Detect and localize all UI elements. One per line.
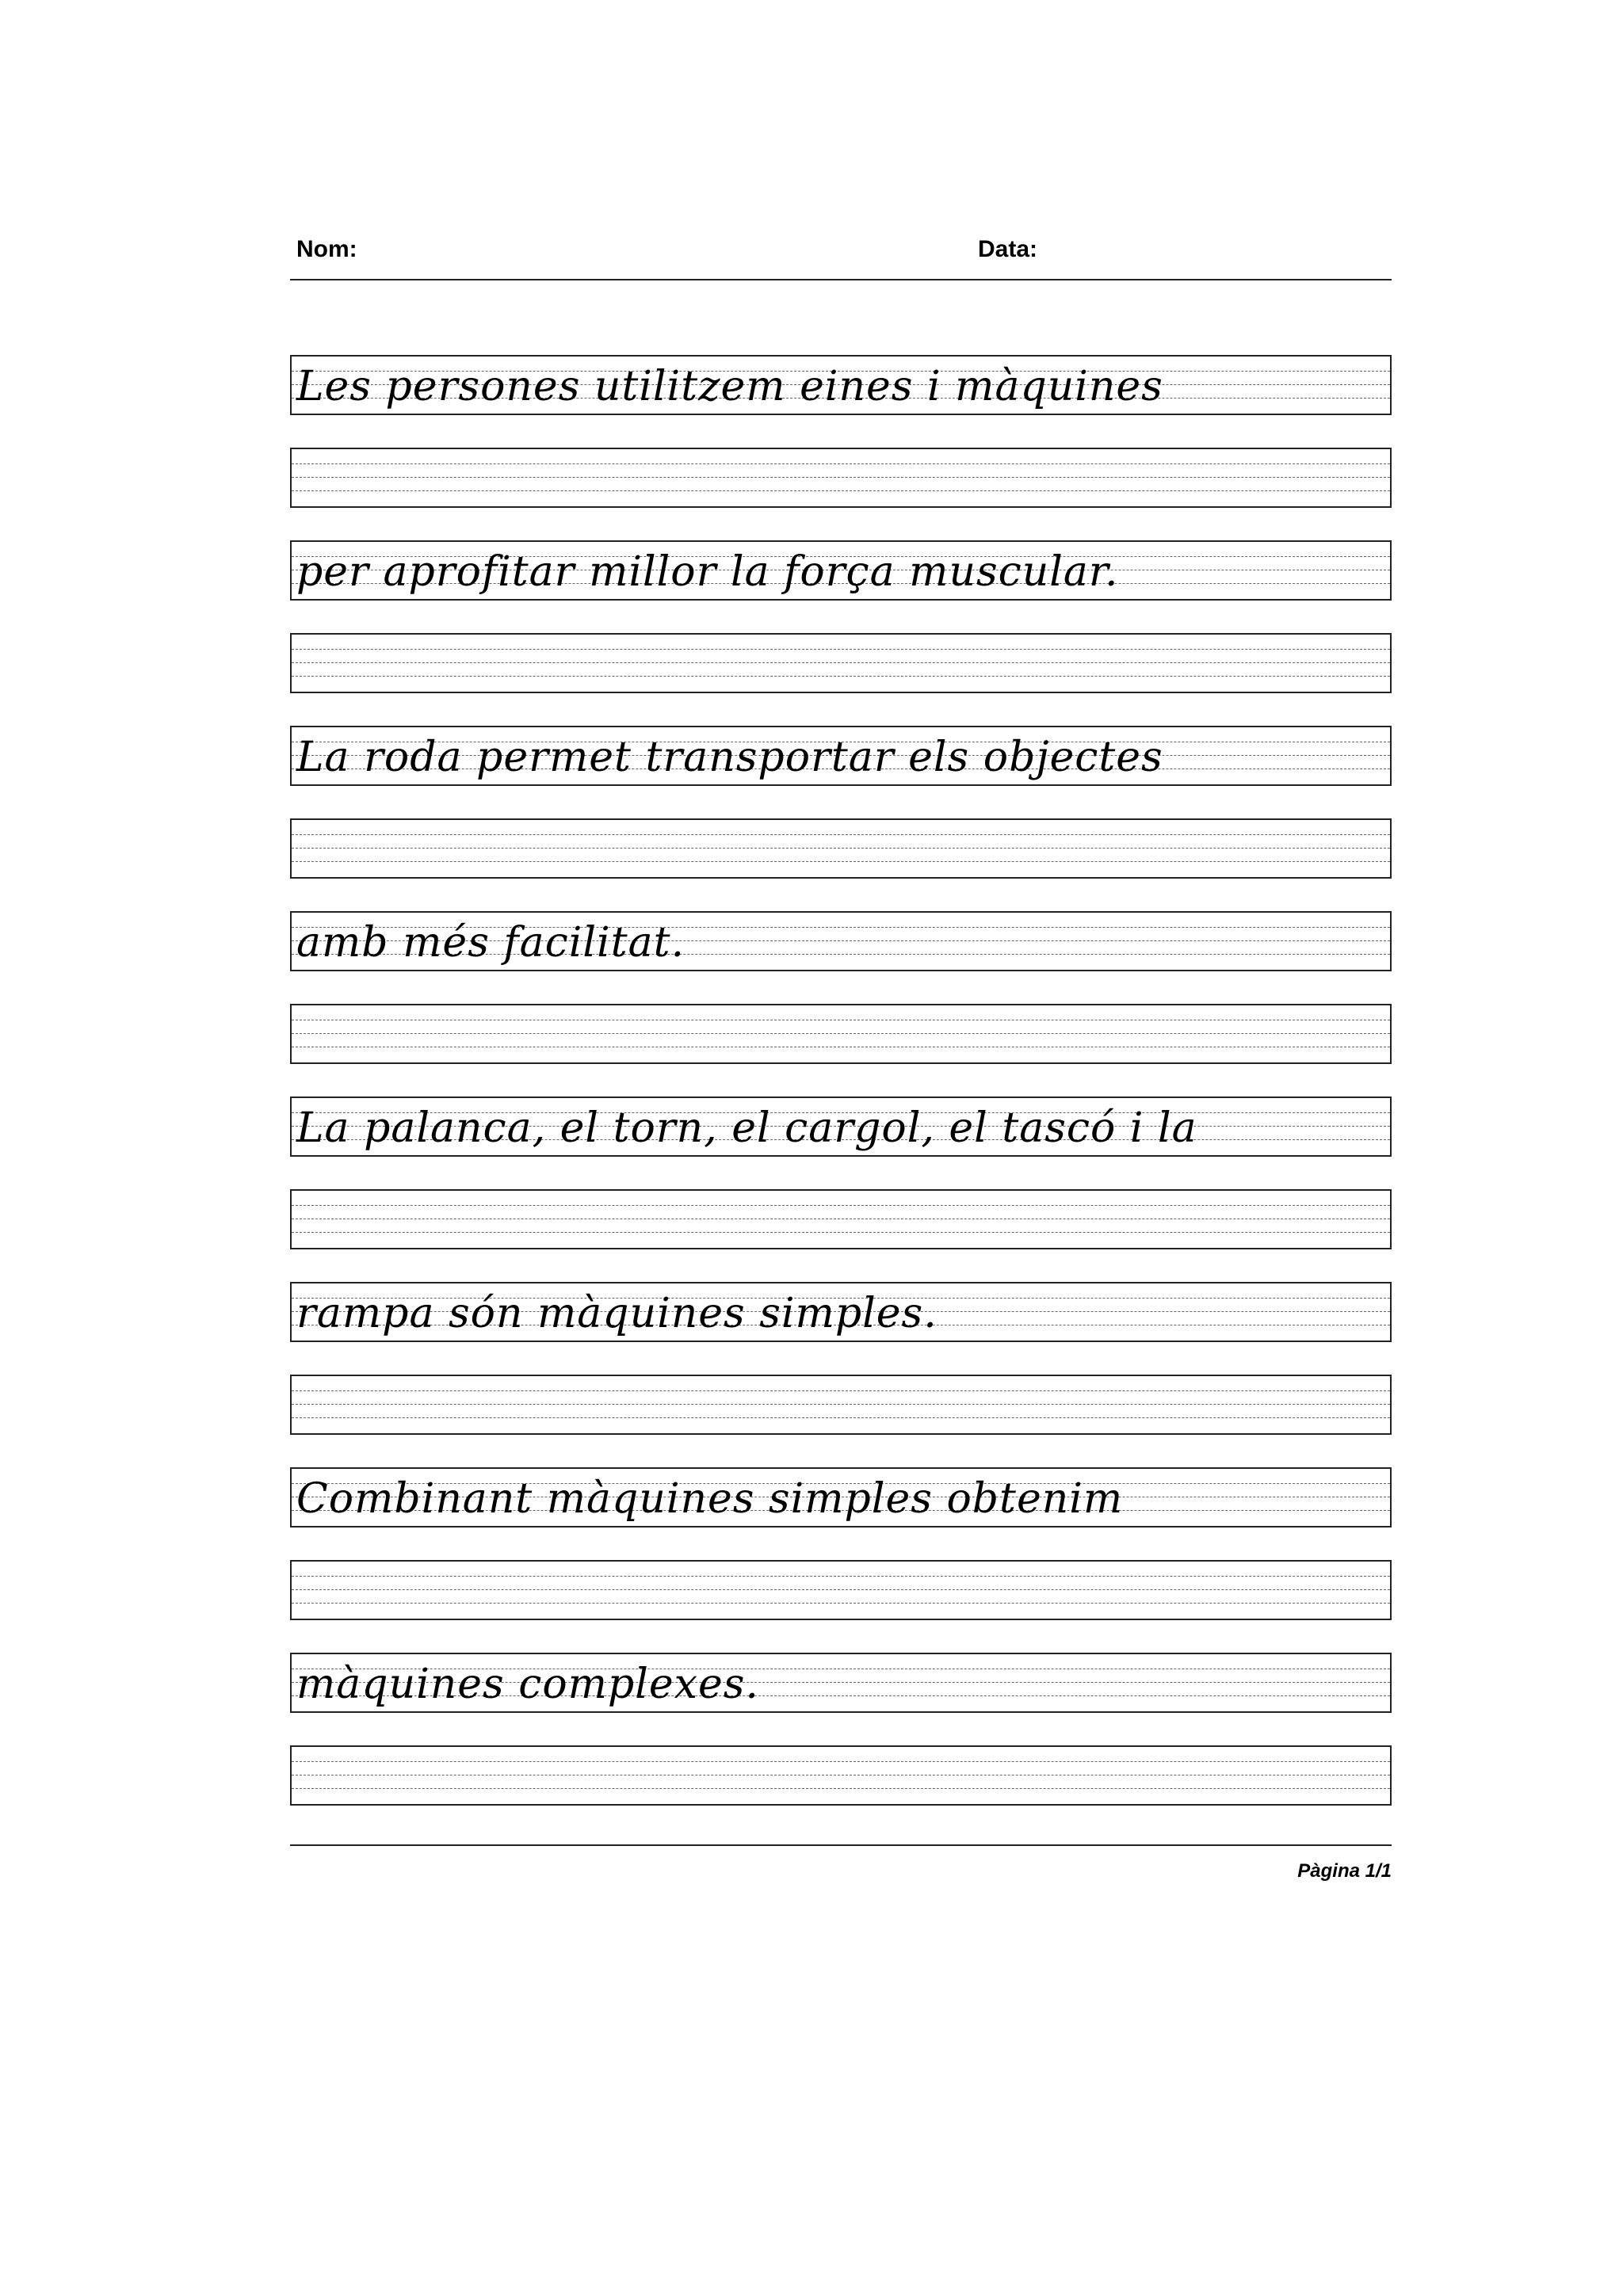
cursive-text-3: La roda permet transportar els objectes [296,734,1163,781]
model-line-1 [290,355,1392,415]
cursive-text-5: La palanca, el torn, el cargol, el tascó i la [296,1104,1197,1152]
practice-line-2[interactable] [290,633,1392,693]
practice-line-6[interactable] [290,1375,1392,1435]
practice-line-3[interactable] [290,818,1392,879]
model-line-4 [290,911,1392,971]
model-line-3 [290,726,1392,786]
page-number: Pàgina 1/1 [1297,1860,1392,1882]
model-line-8 [290,1653,1392,1713]
practice-line-8[interactable] [290,1745,1392,1806]
practice-line-4[interactable] [290,1004,1392,1064]
cursive-text-6: rampa són màquines simples. [296,1290,938,1337]
model-line-7 [290,1467,1392,1527]
model-line-6 [290,1282,1392,1342]
cursive-text-8: màquines complexes. [296,1661,759,1708]
cursive-text-2: per aprofitar millor la força muscular. [296,548,1119,596]
handwriting-rows [290,355,1392,1838]
cursive-text-1: Les persones utilitzem eines i màquines [296,363,1163,410]
worksheet-header [290,230,1392,280]
practice-line-7[interactable] [290,1560,1392,1620]
practice-line-5[interactable] [290,1189,1392,1249]
model-line-2 [290,540,1392,601]
date-label: Data: [978,236,1038,262]
cursive-text-4: amb més facilitat. [296,919,685,967]
practice-line-1[interactable] [290,448,1392,508]
model-line-5 [290,1097,1392,1157]
worksheet-footer [290,1844,1392,1882]
name-label: Nom: [296,236,357,262]
cursive-text-7: Combinant màquines simples obtenim [296,1475,1124,1523]
